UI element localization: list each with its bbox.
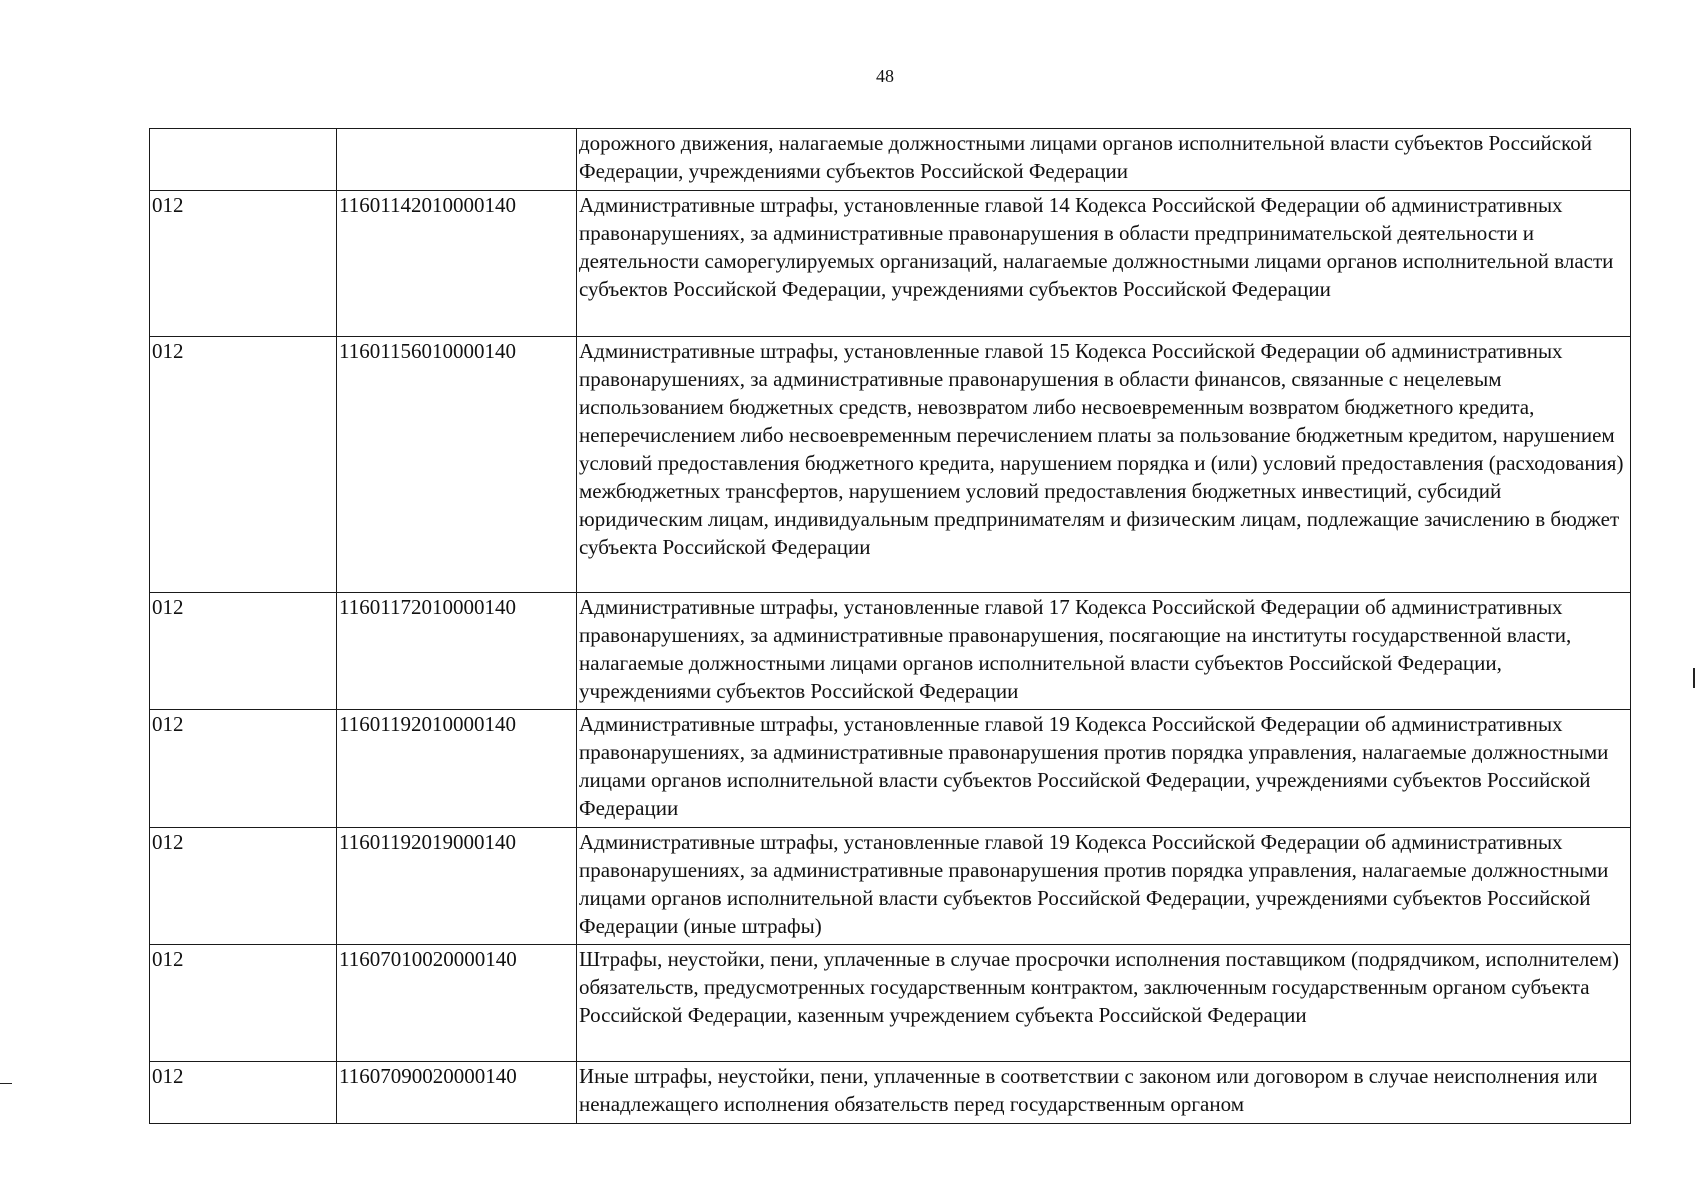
page-number: 48 <box>876 66 894 86</box>
table-row <box>150 828 1631 945</box>
table-row <box>150 593 1631 710</box>
table-row <box>150 129 1631 191</box>
admin-code-cell: 012 <box>150 945 337 1062</box>
income-code-cell: 11601156010000140 <box>337 337 577 593</box>
description-cell: Административные штрафы, установленные главой 19 Кодекса Российской Федерации об административных правонарушениях, за административные правонарушения против порядка управления, налагаемые должностными лицами органов исполнительной власти субъектов Российской Федерации, учреждениями субъектов Российской Федерации (иные штрафы) <box>577 828 1631 945</box>
admin-code-cell: 012 <box>150 710 337 828</box>
description-cell: Административные штрафы, установленные главой 15 Кодекса Российской Федерации об административных правонарушениях, за административные правонарушения в области финансов, связанные с нецелевым использованием бюджетных средств, невозвратом либо несвоевременным возвратом бюджетного кредита, неперечислением либо несвоевременным перечислением платы за пользование бюджетным кредитом, нарушением условий предоставления бюджетного кредита, нарушением порядка и (или) условий предоставления (расходования) межбюджетных трансфертов, нарушением условий предоставления бюджетных инвестиций, субсидий юридическим лицам, индивидуальным предпринимателям и физическим лицам, подлежащие зачислению в бюджет субъекта Российской Федерации <box>577 337 1631 593</box>
admin-code-cell <box>150 129 337 191</box>
table-row <box>150 191 1631 337</box>
description-cell: дорожного движения, налагаемые должностными лицами органов исполнительной власти субъектов Российской Федерации, учреждениями субъектов Российской Федерации <box>577 129 1631 191</box>
income-code-cell <box>337 129 577 191</box>
admin-code-cell: 012 <box>150 593 337 710</box>
scan-margin-mark <box>1693 668 1695 688</box>
table-row <box>150 1062 1631 1124</box>
admin-code-cell: 012 <box>150 828 337 945</box>
description-cell: Административные штрафы, установленные главой 17 Кодекса Российской Федерации об административных правонарушениях, за административные правонарушения, посягающие на институты государственной власти, налагаемые должностными лицами органов исполнительной власти субъектов Российской Федерации, учреждениями субъектов Российской Федерации <box>577 593 1631 710</box>
description-cell: Иные штрафы, неустойки, пени, уплаченные в соответствии с законом или договором в случае неисполнения или ненадлежащего исполнения обязательств перед государственным органом <box>577 1062 1631 1124</box>
income-code-cell: 11601192019000140 <box>337 828 577 945</box>
table-row <box>150 337 1631 593</box>
income-code-cell: 11601192010000140 <box>337 710 577 828</box>
admin-code-cell: 012 <box>150 337 337 593</box>
income-code-cell: 11601142010000140 <box>337 191 577 337</box>
admin-code-cell: 012 <box>150 1062 337 1124</box>
table-row <box>150 710 1631 828</box>
table-row <box>150 945 1631 1062</box>
income-code-cell: 11601172010000140 <box>337 593 577 710</box>
description-cell: Административные штрафы, установленные главой 14 Кодекса Российской Федерации об административных правонарушениях, за административные правонарушения в области предпринимательской деятельности и деятельности саморегулируемых организаций, налагаемые должностными лицами органов исполнительной власти субъектов Российской Федерации, учреждениями субъектов Российской Федерации <box>577 191 1631 337</box>
description-cell: Штрафы, неустойки, пени, уплаченные в случае просрочки исполнения поставщиком (подрядчиком, исполнителем) обязательств, предусмотренных государственным контрактом, заключенным государственным органом субъекта Российской Федерации, казенным учреждением субъекта Российской Федерации <box>577 945 1631 1062</box>
admin-code-cell: 012 <box>150 191 337 337</box>
income-codes-table <box>149 128 1631 1124</box>
description-cell: Административные штрафы, установленные главой 19 Кодекса Российской Федерации об административных правонарушениях, за административные правонарушения против порядка управления, налагаемые должностными лицами органов исполнительной власти субъектов Российской Федерации, учреждениями субъектов Российской Федерации <box>577 710 1631 828</box>
income-code-cell: 11607010020000140 <box>337 945 577 1062</box>
income-code-cell: 11607090020000140 <box>337 1062 577 1124</box>
scan-margin-mark <box>0 1083 12 1084</box>
